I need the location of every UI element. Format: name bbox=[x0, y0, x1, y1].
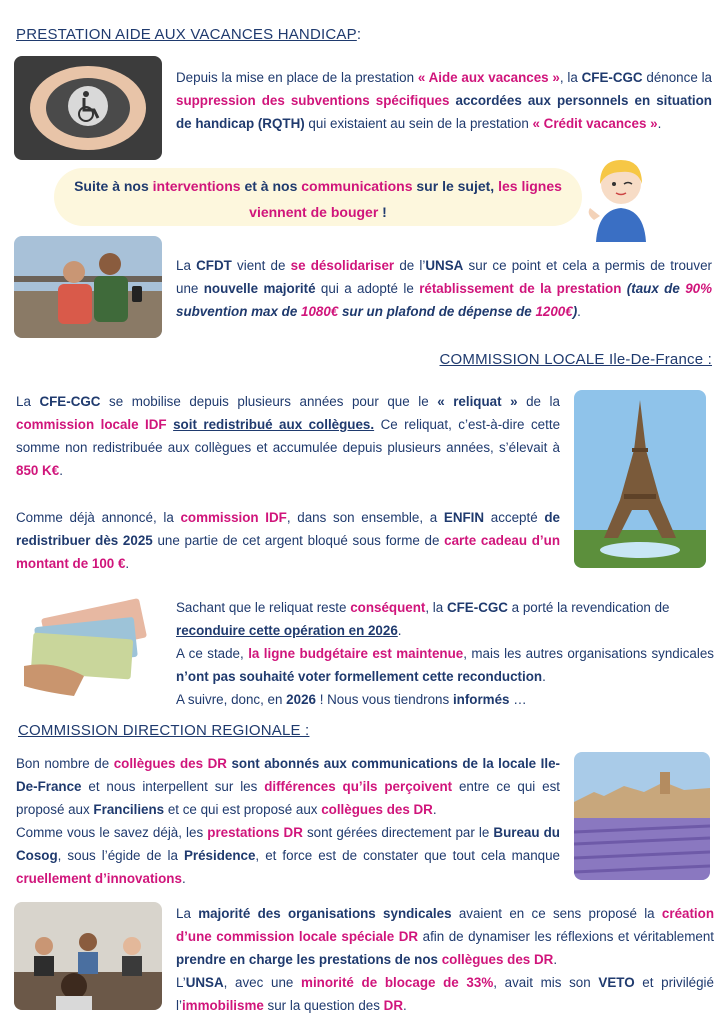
text: collègues des DR bbox=[441, 952, 554, 967]
text: « Crédit vacances » bbox=[532, 116, 658, 131]
text: « reliquat » bbox=[437, 394, 518, 409]
paragraph-reconduction bbox=[176, 596, 714, 711]
text: . bbox=[432, 802, 437, 817]
text: se mobilise depuis plusieurs années pour que le bbox=[100, 394, 438, 409]
text: vient de bbox=[231, 258, 291, 273]
text: et nous interpellent sur les bbox=[81, 779, 265, 794]
text: et privilégié l’ bbox=[176, 975, 714, 1013]
text: , avec une bbox=[223, 975, 302, 990]
wheelchair-hands-photo bbox=[14, 56, 162, 160]
text: sur ce point et cela a permis de trouver une bbox=[176, 258, 712, 296]
paragraph-commission-speciale bbox=[176, 902, 714, 1017]
text: une partie de cet argent bloqué sous forme de bbox=[152, 533, 445, 548]
text: . bbox=[403, 998, 407, 1013]
text: sur le sujet, bbox=[412, 178, 499, 194]
highlight-bubble bbox=[54, 168, 582, 226]
text: subvention max de bbox=[176, 304, 302, 319]
text: collègues des DR bbox=[113, 756, 227, 771]
text: qui a adopté le bbox=[315, 281, 420, 296]
text: afin de dynamiser les réflexions et véritablement bbox=[418, 929, 714, 944]
text: conséquent bbox=[350, 600, 426, 615]
text: . bbox=[657, 116, 662, 131]
text: , sous l’égide de la bbox=[57, 848, 184, 863]
text: . bbox=[125, 556, 130, 571]
text: Sachant que le reliquat reste bbox=[176, 600, 351, 615]
text: commission IDF bbox=[180, 510, 287, 525]
text: . bbox=[59, 463, 63, 478]
text: dénonce la bbox=[642, 70, 712, 85]
text: , la bbox=[425, 600, 447, 615]
text: La bbox=[16, 394, 40, 409]
text: Présidence bbox=[183, 848, 256, 863]
text: CFE-CGC bbox=[39, 394, 101, 409]
lavender-village-photo bbox=[574, 752, 710, 880]
text: a porté la revendication de bbox=[507, 600, 670, 615]
text: les lignes viennent de bouger bbox=[249, 178, 562, 220]
text: , avait mis son bbox=[493, 975, 599, 990]
text: de la bbox=[517, 394, 560, 409]
text: CFE-CGC bbox=[446, 600, 508, 615]
couple-phone-photo bbox=[14, 236, 162, 338]
text: rétablissement de la prestation bbox=[419, 281, 622, 296]
text: et ce qui est proposé aux bbox=[164, 802, 322, 817]
paragraph-cfdt bbox=[176, 254, 712, 323]
paragraph-collegues-dr bbox=[16, 752, 560, 890]
section-title-idf: COMMISSION LOCALE Ile-De-France : bbox=[439, 351, 712, 368]
text: La bbox=[176, 258, 197, 273]
text: 2026 bbox=[286, 692, 316, 707]
text: . bbox=[542, 669, 546, 684]
text: sur un plafond de dépense de bbox=[338, 304, 536, 319]
text: , la bbox=[559, 70, 582, 85]
eiffel-tower-photo bbox=[574, 390, 706, 568]
text: carte cadeau d’un montant de 100 € bbox=[16, 533, 561, 571]
text: avaient en ce sens proposé la bbox=[451, 906, 662, 921]
text: sur la question des bbox=[263, 998, 384, 1013]
text: n’ont pas souhaité voter formellement cette reconduction bbox=[176, 669, 543, 684]
text: immobilisme bbox=[181, 998, 264, 1013]
text: de redistribuer dès 2025 bbox=[16, 510, 560, 548]
text: 1200€ bbox=[535, 304, 573, 319]
text: entre ce qui est proposé aux bbox=[16, 779, 560, 817]
text: ! bbox=[378, 204, 387, 220]
text: Comme vous le savez déjà, les bbox=[16, 825, 208, 840]
text: « Aide aux vacances » bbox=[417, 70, 560, 85]
text: La bbox=[176, 906, 199, 921]
text: reconduire cette opération en 2026 bbox=[176, 623, 398, 638]
text: 850 K€ bbox=[16, 463, 60, 478]
text: communications bbox=[301, 178, 413, 194]
text: 90% bbox=[685, 281, 713, 296]
text: CFE-CGC bbox=[581, 70, 643, 85]
title-text: PRESTATION AIDE AUX VACANCES HANDICAP bbox=[16, 26, 357, 43]
text: prendre en charge les prestations de nos bbox=[176, 952, 438, 967]
text: , dans son ensemble, a bbox=[286, 510, 444, 525]
paragraph-carte-cadeau bbox=[16, 506, 560, 575]
text: majorité des organisations syndicales bbox=[198, 906, 452, 921]
text: création d’une commission locale spéciale DR bbox=[176, 906, 715, 944]
text: accordées aux personnels en situation de handicap (RQTH) bbox=[176, 93, 712, 131]
text: . bbox=[397, 623, 402, 638]
text: Comme déjà annoncé, la bbox=[16, 510, 181, 525]
section-title-dr: COMMISSION DIRECTION REGIONALE : bbox=[18, 722, 310, 739]
text: Ce reliquat, c’est-à-dire cette somme non redistribuée aux collègues et accumulée depuis plusieurs années, s’élevait à bbox=[16, 417, 561, 455]
text: accepté bbox=[484, 510, 545, 525]
text: ! Nous vous tiendrons bbox=[315, 692, 453, 707]
text: (taux de bbox=[621, 281, 686, 296]
text: L’ bbox=[176, 975, 186, 990]
girl-cartoon bbox=[586, 150, 656, 242]
text: sont gérées directement par le bbox=[302, 825, 494, 840]
paragraph-aide-vacances bbox=[176, 66, 712, 135]
text: prestations DR bbox=[207, 825, 303, 840]
text: se désolidariser bbox=[290, 258, 395, 273]
text: ENFIN bbox=[443, 510, 485, 525]
text: . bbox=[553, 952, 558, 967]
text: sont abonnés aux communications de la locale Ile-De-France bbox=[16, 756, 560, 794]
text: collègues des DR bbox=[321, 802, 433, 817]
text: soit redistribué aux collègues. bbox=[173, 417, 375, 432]
text: interventions bbox=[152, 178, 241, 194]
text: A suivre, donc, en bbox=[176, 692, 287, 707]
text: ) bbox=[572, 304, 578, 319]
text: , et force est de constater que tout cela manque bbox=[255, 848, 560, 863]
text: , mais les autres organisations syndicales bbox=[463, 646, 714, 661]
euro-banknotes-photo bbox=[14, 596, 162, 700]
text: CFDT bbox=[196, 258, 232, 273]
text: DR bbox=[383, 998, 403, 1013]
paragraph-reliquat bbox=[16, 390, 560, 482]
section-title-vacances bbox=[16, 26, 361, 43]
text: Suite à nos bbox=[74, 178, 153, 194]
text: qui existaient au sein de la prestation bbox=[304, 116, 533, 131]
text: A ce stade, bbox=[176, 646, 249, 661]
text: Bon nombre de bbox=[16, 756, 114, 771]
text: de l’ bbox=[394, 258, 426, 273]
text: . bbox=[577, 304, 581, 319]
text: différences qu’ils perçoivent bbox=[264, 779, 453, 794]
text: . bbox=[181, 871, 186, 886]
text: commission locale IDF bbox=[16, 417, 167, 432]
text: suppression des subventions spécifiques bbox=[176, 93, 450, 108]
text: VETO bbox=[598, 975, 635, 990]
text: nouvelle majorité bbox=[203, 281, 316, 296]
meeting-photo bbox=[14, 902, 162, 1010]
text: et à nos bbox=[240, 178, 302, 194]
text: UNSA bbox=[185, 975, 224, 990]
text: Bureau du Cosog bbox=[16, 825, 560, 863]
text: … bbox=[509, 692, 527, 707]
text: 1080€ bbox=[301, 304, 339, 319]
text: Depuis la mise en place de la prestation bbox=[176, 70, 418, 85]
text: UNSA bbox=[425, 258, 464, 273]
text: minorité de blocage de 33% bbox=[301, 975, 494, 990]
text: Franciliens bbox=[93, 802, 165, 817]
text: informés bbox=[452, 692, 510, 707]
text: cruellement d’innovations bbox=[16, 871, 182, 886]
title-colon: : bbox=[356, 26, 362, 43]
text: la ligne budgétaire est maintenue bbox=[248, 646, 464, 661]
